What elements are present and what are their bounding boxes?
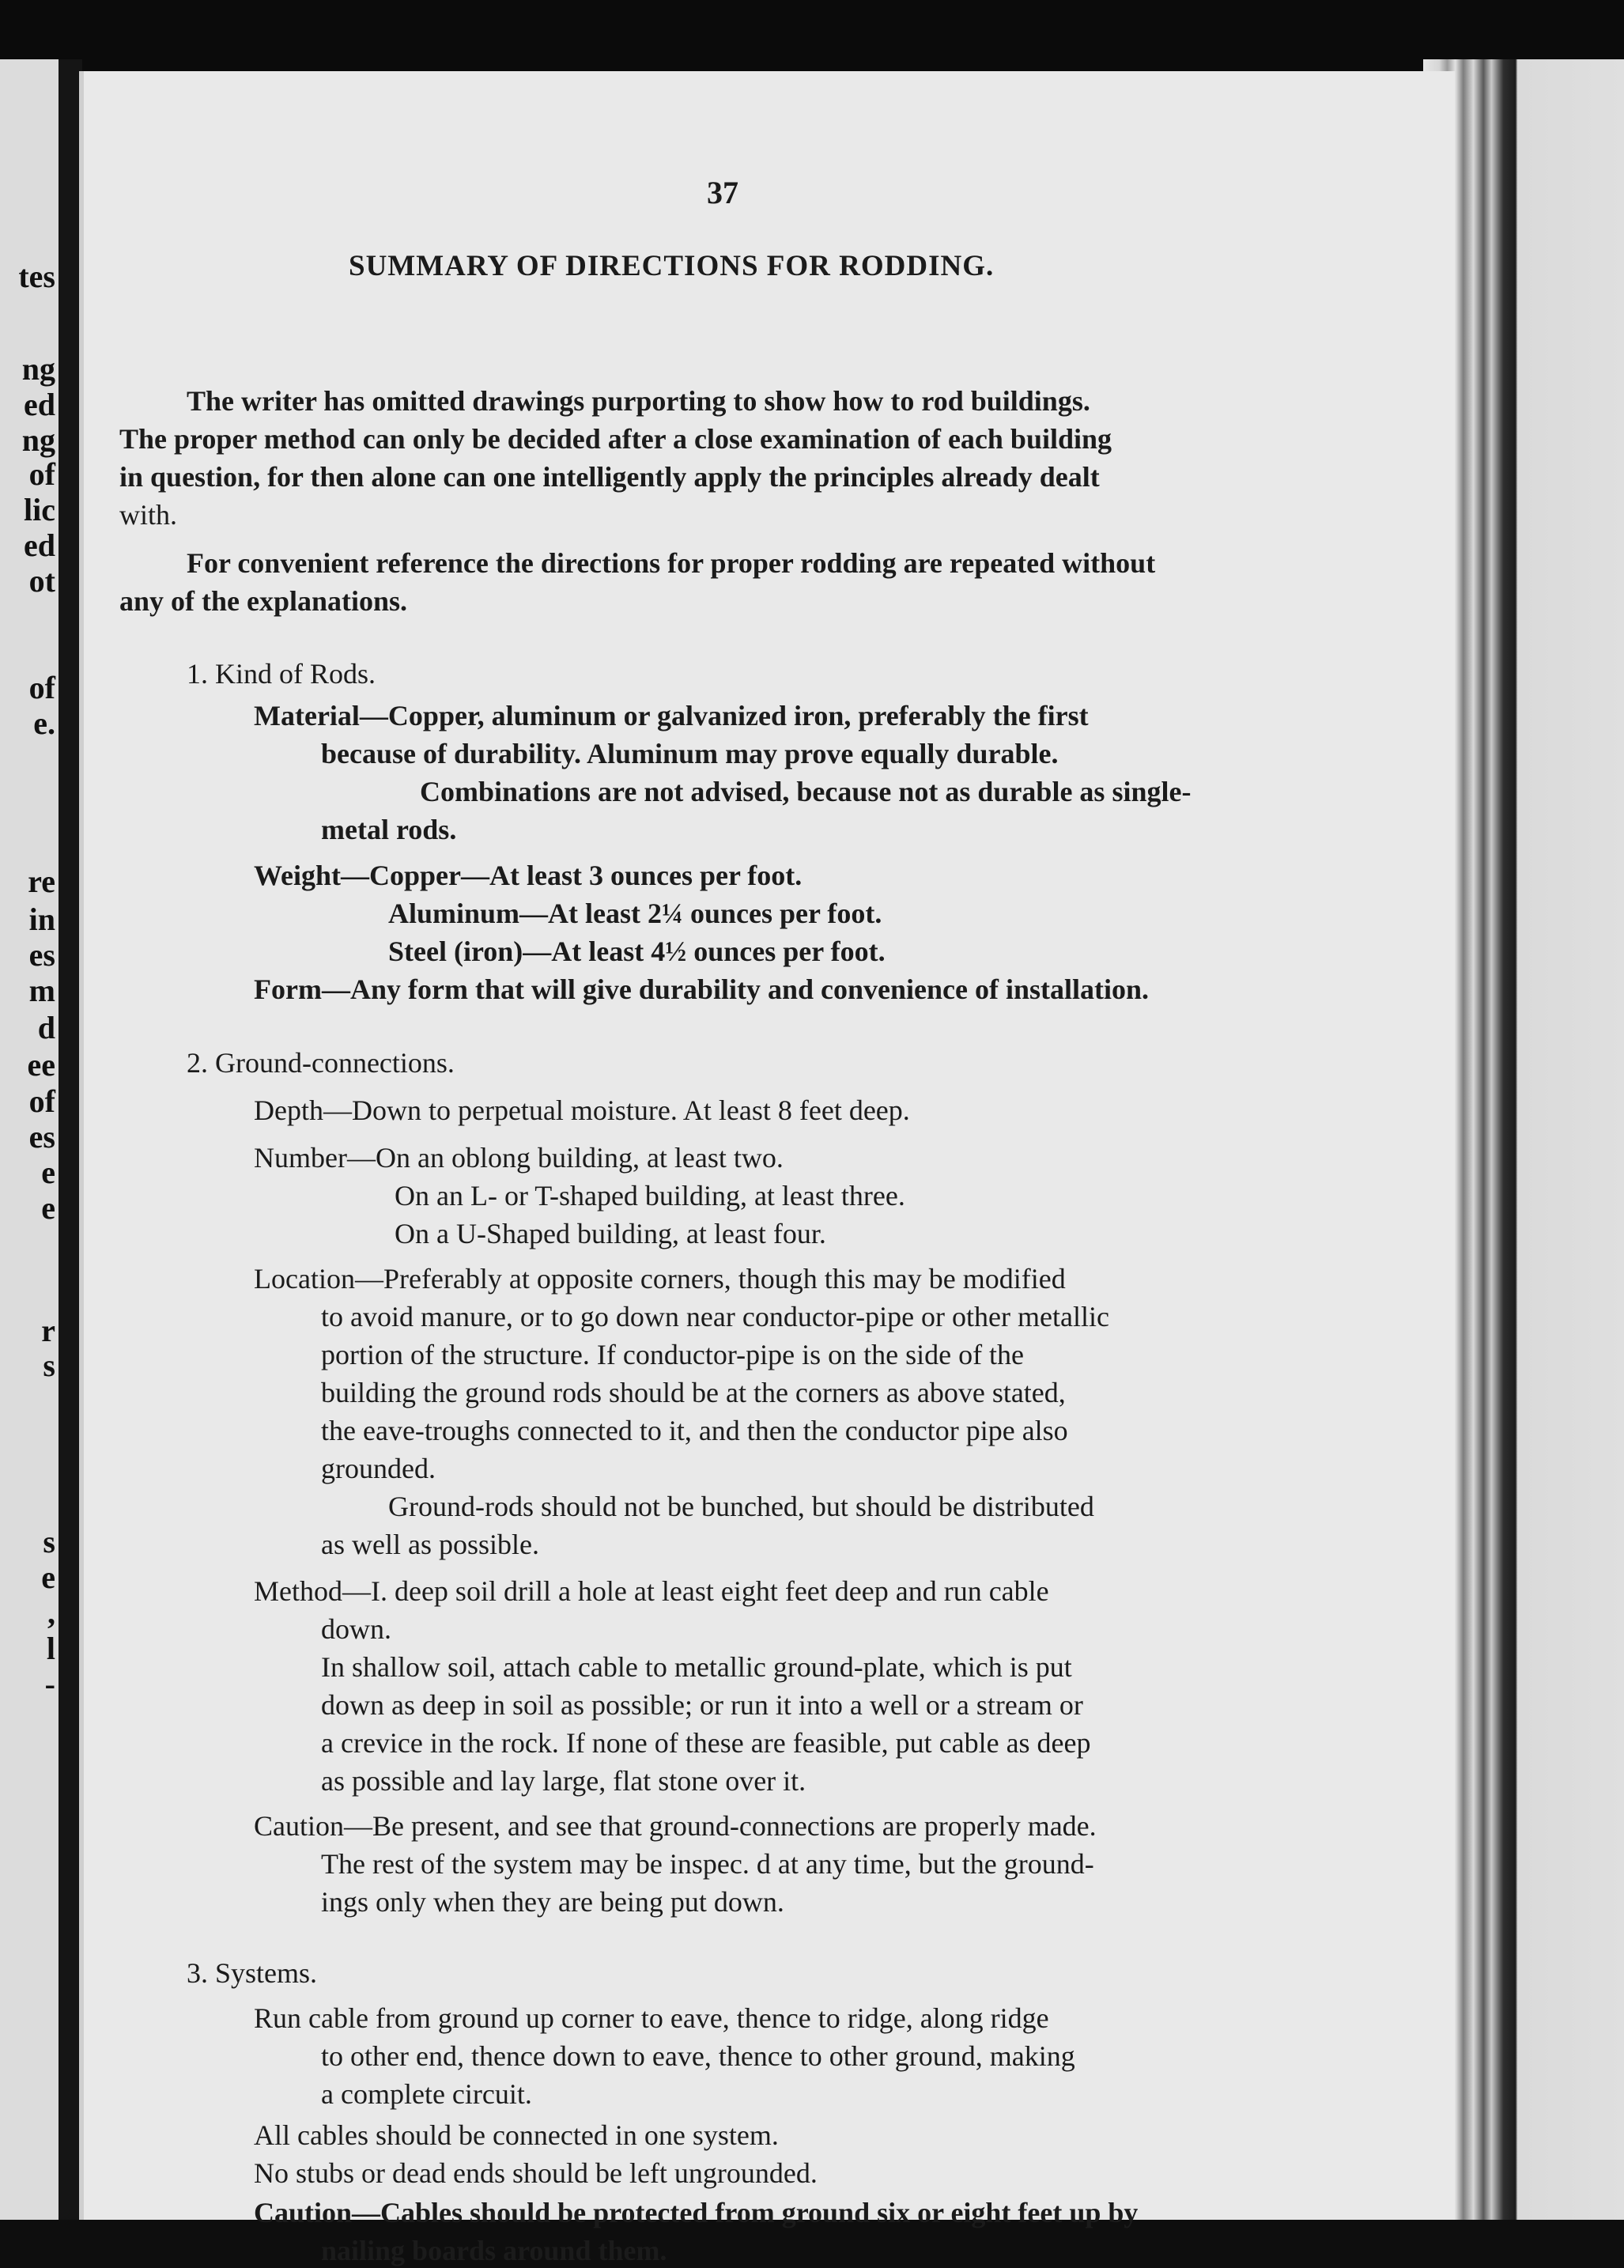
prev-page-fragment: of <box>28 670 55 705</box>
page-content <box>84 71 1460 2266</box>
location-line: Ground-rods should not be bunched, but should be distributed <box>388 1491 1094 1522</box>
prev-page-fragment: l <box>46 1631 55 1666</box>
location-line: as well as possible. <box>321 1529 539 1560</box>
weight-line: Aluminum—At least 2¼ ounces per foot. <box>388 898 882 929</box>
location-line: portion of the structure. If conductor-pipe is on the side of the <box>321 1339 1025 1370</box>
location-line: Location—Preferably at opposite corners, though this may be modified <box>254 1263 1066 1295</box>
prev-page-fragment: ed <box>24 527 55 563</box>
scan-top-band <box>0 0 1624 75</box>
caution-line: Caution—Cables should be protected from ground six or eight feet up by <box>254 2197 1139 2228</box>
prev-page-fragment: tes <box>18 259 55 294</box>
caution-line: nailing boards around them. <box>321 2235 667 2266</box>
location-line: the eave-troughs connected to it, and then the conductor pipe also <box>321 1415 1068 1446</box>
reference-line: any of the explanations. <box>119 585 408 617</box>
material-line: Combinations are not advised, because not as durable as single- <box>420 776 1192 807</box>
prev-page-fragment: e <box>41 1559 55 1595</box>
prev-page-fragment: in <box>28 902 55 937</box>
depth-line: Depth—Down to perpetual moisture. At least 8 feet deep. <box>254 1094 910 1126</box>
location-line: to avoid manure, or to go down near conductor-pipe or other metallic <box>321 1301 1109 1332</box>
systems-line: Run cable from ground up corner to eave, thence to ridge, along ridge <box>254 2002 1049 2034</box>
systems-line: to other end, thence down to eave, thence to other ground, making <box>321 2040 1075 2072</box>
prev-page-fragment: of <box>28 456 55 492</box>
weight-line: Weight—Copper—At least 3 ounces per foot. <box>254 860 803 891</box>
location-line: building the ground rods should be at the corners as above stated, <box>321 1377 1066 1408</box>
prev-page-fragment: es <box>28 1119 55 1155</box>
prev-page-fragment: s <box>43 1348 55 1383</box>
prev-page-fragment: lic <box>24 492 55 527</box>
number-line: Number—On an oblong building, at least two. <box>254 1142 784 1174</box>
prev-page-fragment: ed <box>24 387 55 422</box>
intro-line: with. <box>119 499 178 531</box>
caution-line: ings only when they are being put down. <box>321 1886 784 1918</box>
method-line: In shallow soil, attach cable to metallic ground-plate, which is put <box>321 1651 1072 1683</box>
section-heading: 2. Ground-connections. <box>187 1047 455 1079</box>
method-line: down as deep in soil as possible; or run it into a well or a stream or <box>321 1689 1083 1721</box>
method-line: down. <box>321 1613 391 1645</box>
intro-line: The writer has omitted drawings purporting to show how to rod buildings. <box>187 385 1090 417</box>
book-page <box>79 71 1455 2266</box>
intro-line: The proper method can only be decided after a close examination of each building <box>119 423 1112 455</box>
prev-page-fragment: m <box>28 973 55 1008</box>
prev-page-fragment: , <box>47 1595 55 1631</box>
method-line: as possible and lay large, flat stone over it. <box>321 1765 806 1797</box>
prev-page-fragment: e. <box>33 705 55 741</box>
section-heading: 3. Systems. <box>187 1957 318 1989</box>
prev-page-fragment: ot <box>28 563 55 599</box>
systems-line: All cables should be connected in one system. <box>254 2119 779 2151</box>
prev-page-fragment: e <box>41 1190 55 1226</box>
method-line: a crevice in the rock. If none of these are feasible, put cable as deep <box>321 1727 1091 1759</box>
material-line: Material—Copper, aluminum or galvanized iron, preferably the first <box>254 700 1089 731</box>
prev-page-fragment: e <box>41 1155 55 1190</box>
caution-line: Caution—Be present, and see that ground-connections are properly made. <box>254 1810 1097 1842</box>
systems-line: No stubs or dead ends should be left ungrounded. <box>254 2157 818 2189</box>
section-heading: 1. Kind of Rods. <box>187 658 376 690</box>
intro-line: in question, for then alone can one intelligently apply the principles already dealt <box>119 461 1100 493</box>
systems-line: a complete circuit. <box>321 2078 532 2110</box>
prev-page-fragment: of <box>28 1083 55 1119</box>
material-line: because of durability. Aluminum may prove equally durable. <box>321 738 1059 769</box>
method-line: Method—I. deep soil drill a hole at least eight feet deep and run cable <box>254 1575 1049 1607</box>
number-line: On an L- or T-shaped building, at least three. <box>395 1180 905 1211</box>
prev-page-fragment: ee <box>27 1047 55 1083</box>
page-number: 37 <box>707 175 738 210</box>
prev-page-fragment: re <box>28 864 55 899</box>
location-line: grounded. <box>321 1453 436 1484</box>
prev-page-fragment: s <box>43 1524 55 1559</box>
prev-page-fragment: r <box>41 1313 55 1348</box>
prev-page-fragment: - <box>44 1666 55 1702</box>
prev-page-fragment: ng <box>21 351 55 387</box>
form-line: Form—Any form that will give durability and convenience of installation. <box>254 973 1149 1005</box>
number-line: On a U-Shaped building, at least four. <box>395 1218 826 1249</box>
caution-line: The rest of the system may be inspec. d at any time, but the ground- <box>321 1848 1094 1880</box>
page-title: SUMMARY OF DIRECTIONS FOR RODDING. <box>349 250 995 282</box>
weight-line: Steel (iron)—At least 4½ ounces per foot. <box>388 936 886 967</box>
prev-page-fragment: d <box>37 1010 55 1045</box>
previous-page-edge <box>0 59 59 2220</box>
material-line: metal rods. <box>321 814 457 845</box>
reference-line: For convenient reference the directions for proper rodding are repeated without <box>187 547 1156 579</box>
prev-page-fragment: es <box>28 937 55 973</box>
prev-page-fragment: ng <box>21 422 55 458</box>
